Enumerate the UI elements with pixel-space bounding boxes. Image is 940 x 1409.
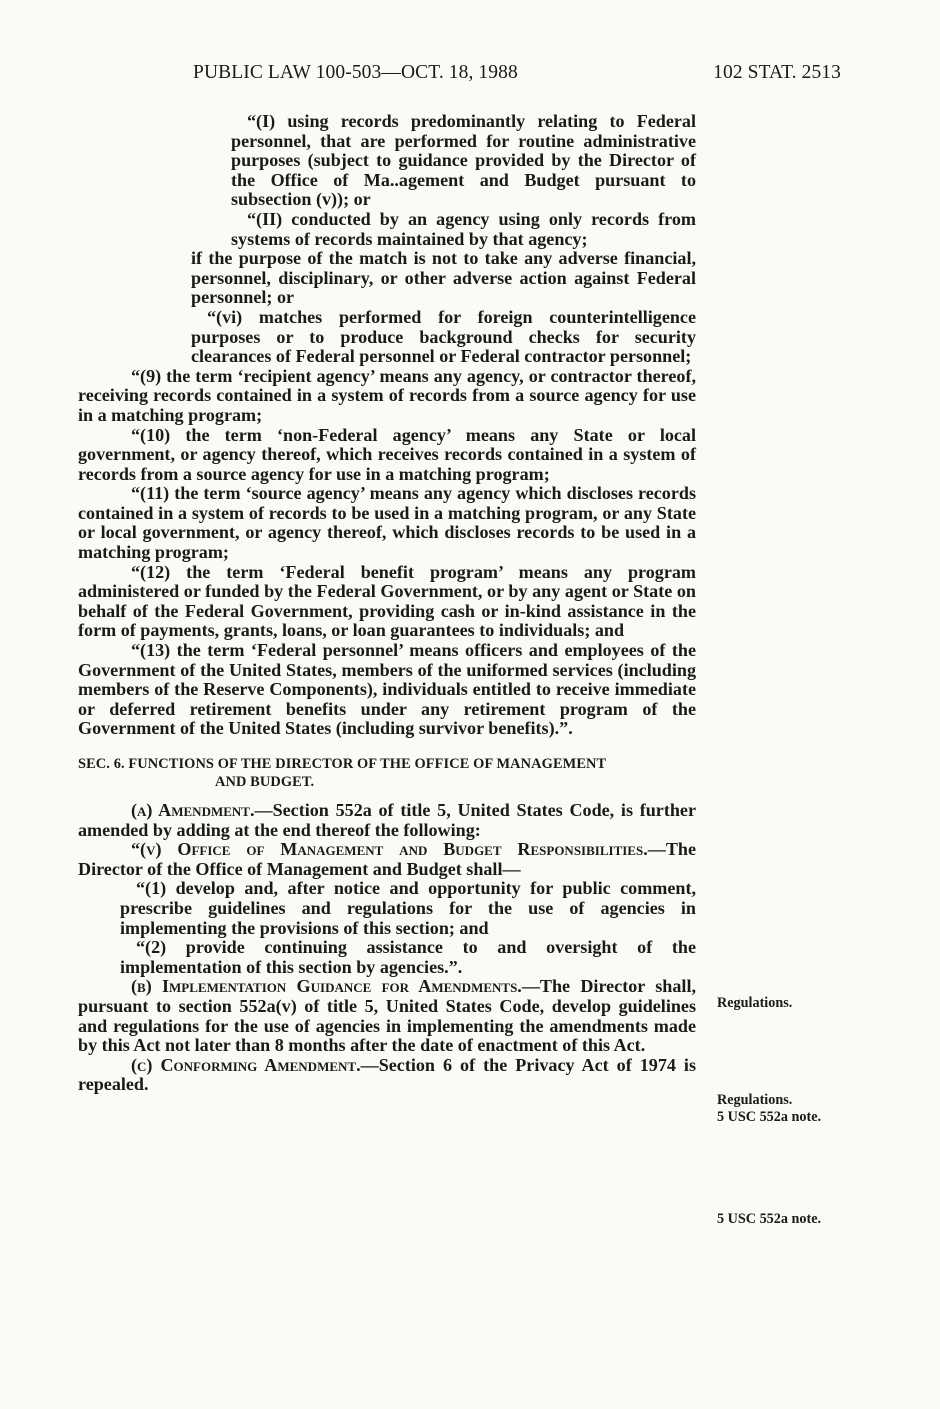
subsection-v-label: “(v) Office of Management and Budget Responsibilities. (131, 839, 648, 860)
paragraph-11: “(11) the term ‘source agency’ means any agency which discloses records contained in a system of records to be used in a matching program, or any State or local government, or agency thereof, which discloses records to be used in a matching program; (78, 483, 696, 563)
margin-note-regulations-2: Regulations. 5 USC 552a note. (717, 1092, 822, 1125)
clause-vi: “(vi) matches performed for foreign counterintelligence purposes or to produce background checks for security clearances of Federal personnel or Federal contractor personnel; (191, 306, 696, 367)
subsection-c-label: (c) Conforming Amendment. (131, 1054, 361, 1075)
paragraph-10: “(10) the term ‘non-Federal agency’ means any State or local government, or agency thereof, which receives records contained in a system of records from a source agency for use in a matching program; (78, 424, 696, 484)
margin-note-usc-552a: 5 USC 552a note. (717, 1211, 822, 1227)
paragraph-12: “(12) the term ‘Federal benefit program’ means any program administered or funded by the Federal Government, or by any agent or State on behalf of the Federal Government, providing cash or in-kind assistance in the form of payments, grants, loans, or loan guarantees to individuals; and (78, 561, 696, 641)
page-header (193, 62, 841, 90)
section-6-heading (78, 755, 696, 791)
paragraph-13: “(13) the term ‘Federal personnel’ means officers and employees of the Government of the United States, members of the uniformed services (including members of the Reserve Components), individuals entitled to receive immediate or deferred retirement benefits under any retirement program of the Government of the United States (including survivor benefits).”. (78, 640, 696, 739)
clause-continuation: if the purpose of the match is not to take any adverse financial, personnel, disciplinary, or other adverse action against Federal personnel; or (191, 248, 696, 308)
subsection-a (78, 801, 696, 840)
subclause-I: “(I) using records predominantly relating to Federal personnel, that are performed for routine administrative purposes (subject to guidance provided by the Director of the Office of Ma..agement and Budget pursuant to subsection (v)); or (231, 111, 696, 210)
section-heading-line2: AND BUDGET. (215, 774, 315, 790)
statute-page-number: 102 STAT. 2513 (713, 62, 841, 83)
margin-note-regulations-1: Regulations. (717, 995, 793, 1011)
subsection-a-label: (a) Amendment. (131, 800, 255, 820)
paragraph-9: “(9) the term ‘recipient agency’ means any agency, or contractor thereof, receiving records contained in a system of records from a source agency for use in a matching program; (78, 365, 696, 425)
subsection-b-label: (b) Implementation Guidance for Amendments. (131, 976, 522, 997)
subsection-c (78, 1056, 696, 1095)
subsection-v-text: —The Director of the Office of Management and Budget shall— (78, 839, 696, 879)
law-text-body (78, 112, 696, 1095)
subsection-a-text: —Section 552a of title 5, United States Code, is further amended by adding at the end thereof the following: (78, 800, 696, 840)
section-heading-line1: SEC. 6. FUNCTIONS OF THE DIRECTOR OF THE OFFICE OF MANAGEMENT (78, 756, 607, 772)
subsection-b (78, 977, 696, 1055)
subsection-b-text: —The Director shall, pursuant to section 552a(v) of title 5, United States Code, develop guidelines and regulations for the use of agencies in implementing the amendments made by this Act not later than 8 months after the date of enactment of this Act. (78, 976, 696, 1056)
subsection-v-item-1: “(1) develop and, after notice and opportunity for public comment, prescribe guidelines and regulations for the use of agencies in implementing the provisions of this section; and (120, 878, 696, 938)
public-law-citation: PUBLIC LAW 100-503—OCT. 18, 1988 (193, 62, 518, 83)
subsection-c-text: —Section 6 of the Privacy Act of 1974 is repealed. (78, 1054, 696, 1095)
subsection-v (78, 840, 696, 879)
subclause-II: “(II) conducted by an agency using only records from systems of records maintained by that agency; (231, 208, 696, 249)
subsection-v-item-2: “(2) provide continuing assistance to and oversight of the implementation of this section by agencies.”. (120, 937, 696, 977)
